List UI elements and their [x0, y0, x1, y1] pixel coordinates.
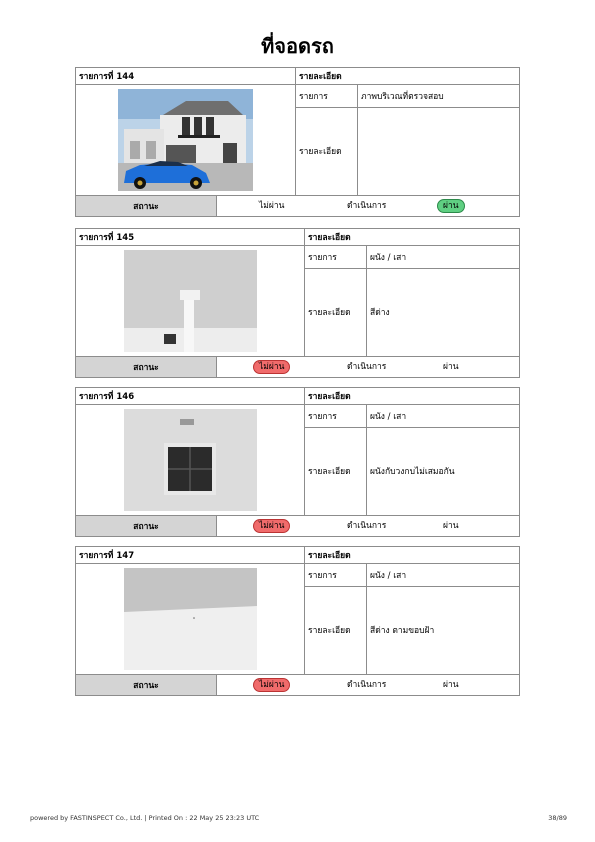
window-frame-photo[interactable] — [124, 409, 257, 511]
status-option-in-progress[interactable]: ดำเนินการ — [347, 680, 387, 690]
footer-credit: powered by FASTINSPECT Co., Ltd. | Printed On : 22 May 25 23:23 UTC — [30, 814, 260, 822]
inspection-item-145 — [75, 228, 519, 378]
status-label: สถานะ — [76, 196, 217, 217]
detail-label: รายละเอียด — [305, 427, 367, 515]
item-value: ผนัง / เสา — [367, 246, 520, 269]
item-value: ผนัง / เสา — [367, 564, 520, 587]
photo-cell — [76, 405, 305, 516]
detail-header: รายละเอียด — [305, 547, 520, 564]
status-label: สถานะ — [76, 675, 217, 696]
photo-cell — [76, 564, 305, 675]
page-title: ที่จอดรถ — [261, 34, 334, 58]
status-option-pass[interactable]: ผ่าน — [443, 362, 459, 372]
photo-cell — [76, 85, 296, 196]
status-option-fail[interactable]: ไม่ผ่าน — [253, 519, 290, 533]
photo-cell — [76, 246, 305, 357]
detail-label: รายละเอียด — [305, 268, 367, 356]
status-label: สถานะ — [76, 357, 217, 378]
item-number: รายการที่ 147 — [76, 547, 305, 564]
detail-value: สีด่าง — [367, 268, 520, 356]
detail-header: รายละเอียด — [296, 68, 520, 85]
status-options — [217, 675, 520, 696]
detail-label: รายละเอียด — [305, 586, 367, 674]
item-number: รายการที่ 146 — [76, 388, 305, 405]
inspection-item-146 — [75, 387, 519, 537]
house-car-photo[interactable] — [118, 89, 253, 191]
status-options — [217, 516, 520, 537]
item-label: รายการ — [305, 405, 367, 428]
status-options — [217, 196, 520, 217]
status-option-in-progress[interactable]: ดำเนินการ — [347, 201, 387, 211]
detail-header: รายละเอียด — [305, 388, 520, 405]
detail-value: ผนังกับวงกบไม่เสมอกัน — [367, 427, 520, 515]
detail-header: รายละเอียด — [305, 229, 520, 246]
item-label: รายการ — [305, 564, 367, 587]
status-option-pass[interactable]: ผ่าน — [443, 521, 459, 531]
page-number: 38/89 — [548, 814, 567, 822]
item-label: รายการ — [296, 85, 358, 108]
item-value: ภาพบริเวณที่ตรวจสอบ — [358, 85, 520, 108]
inspection-item-147 — [75, 546, 519, 696]
item-number: รายการที่ 145 — [76, 229, 305, 246]
status-option-pass[interactable]: ผ่าน — [443, 680, 459, 690]
status-option-in-progress[interactable]: ดำเนินการ — [347, 521, 387, 531]
status-options — [217, 357, 520, 378]
item-number: รายการที่ 144 — [76, 68, 296, 85]
status-option-fail[interactable]: ไม่ผ่าน — [253, 678, 290, 692]
status-option-fail[interactable]: ไม่ผ่าน — [259, 201, 285, 211]
inspection-item-144 — [75, 67, 519, 217]
wall-column-photo[interactable] — [124, 250, 257, 352]
ceiling-edge-photo[interactable] — [124, 568, 257, 670]
status-option-fail[interactable]: ไม่ผ่าน — [253, 360, 290, 374]
status-label: สถานะ — [76, 516, 217, 537]
status-option-in-progress[interactable]: ดำเนินการ — [347, 362, 387, 372]
item-value: ผนัง / เสา — [367, 405, 520, 428]
detail-value: สีด่าง ตามขอบฝ้า — [367, 586, 520, 674]
item-label: รายการ — [305, 246, 367, 269]
detail-label: รายละเอียด — [296, 107, 358, 195]
detail-value — [358, 107, 520, 195]
status-option-pass[interactable]: ผ่าน — [437, 199, 465, 213]
